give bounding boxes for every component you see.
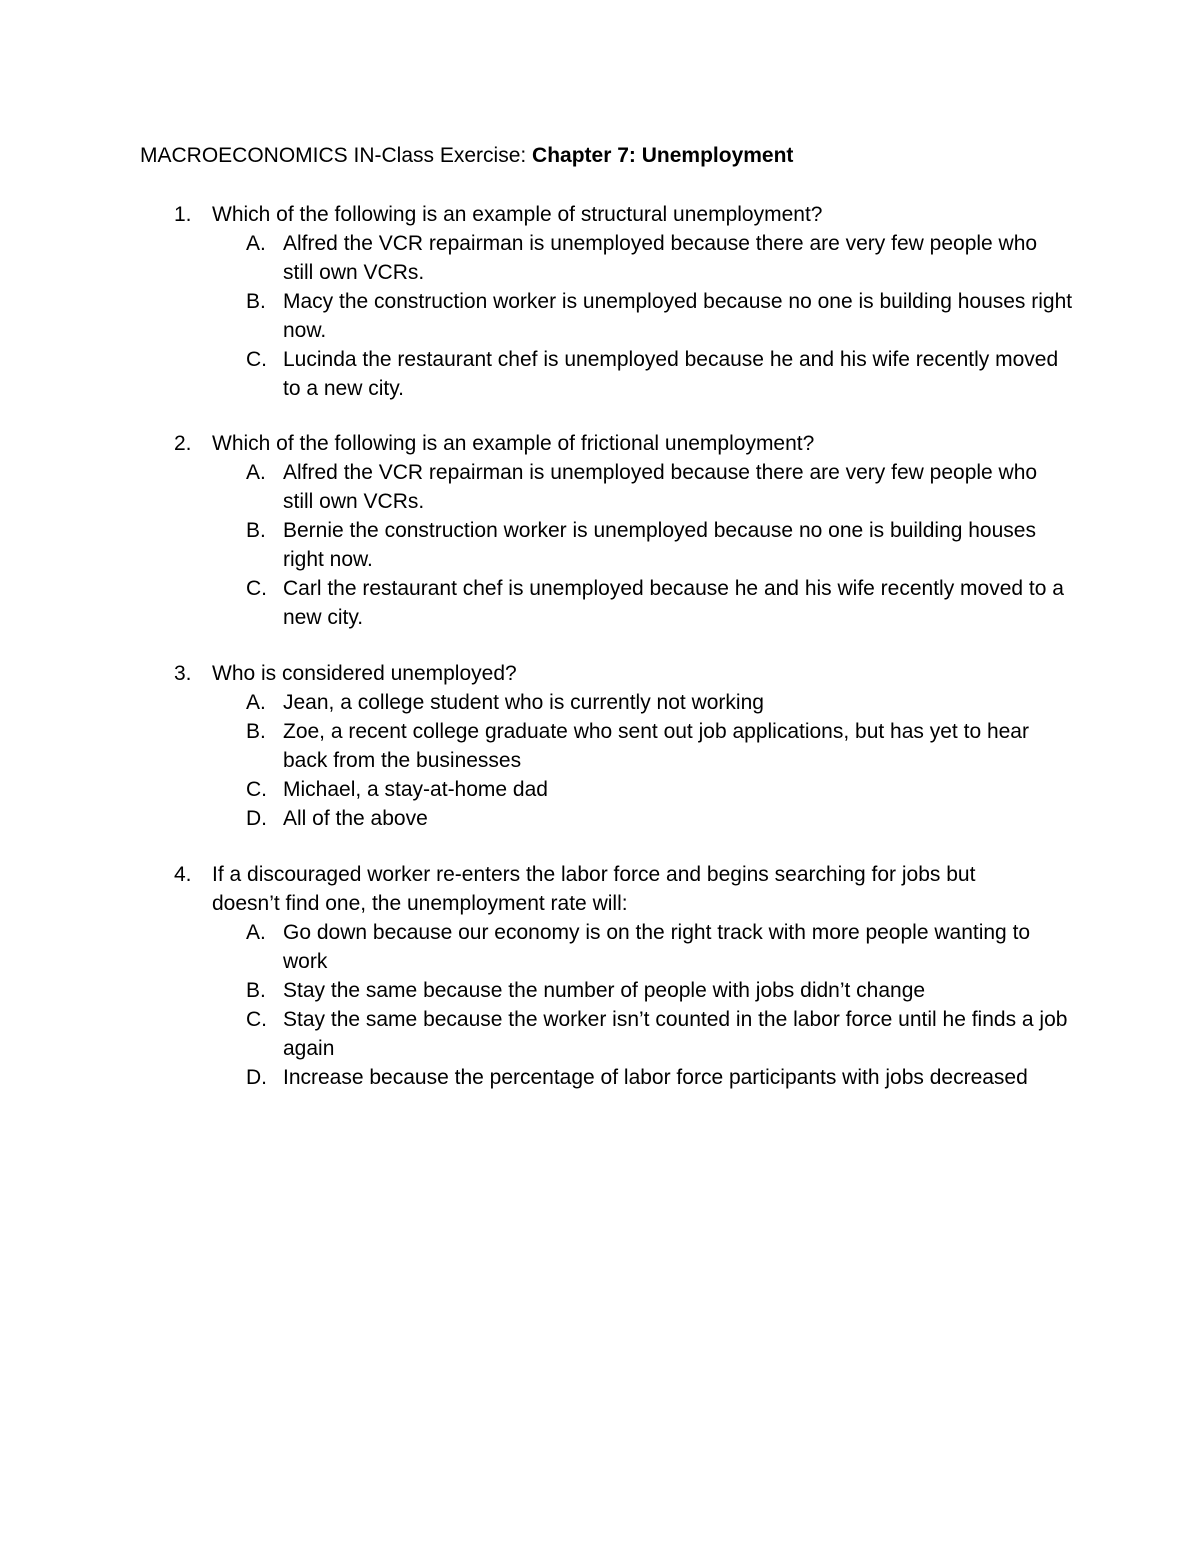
question-2-option-a	[0, 458, 1200, 516]
question-number: 2.	[174, 432, 192, 455]
option-text: Alfred the VCR repairman is unemployed because there are very few people who still own VCRs.	[283, 232, 1038, 284]
option-letter: B.	[246, 979, 266, 1002]
question-3-stem	[0, 659, 1200, 688]
question-1-stem	[0, 200, 1200, 229]
question-4-option-b	[0, 976, 1200, 1005]
title-chapter: Chapter 7: Unemployment	[532, 144, 794, 167]
question-2-option-c	[0, 574, 1200, 632]
question-4-option-d	[0, 1063, 1200, 1092]
document-title	[140, 142, 793, 170]
question-text: Who is considered unemployed?	[212, 662, 517, 685]
question-text-line-2: doesn’t find one, the unemployment rate will:	[212, 892, 628, 915]
option-letter: B.	[246, 290, 266, 313]
question-1	[0, 200, 1200, 403]
question-2-stem	[0, 429, 1200, 458]
question-3	[0, 659, 1200, 833]
question-number: 4.	[174, 863, 192, 886]
option-letter: A.	[246, 461, 266, 484]
option-text: Go down because our economy is on the right track with more people wanting to work	[283, 921, 1031, 973]
question-1-option-c	[0, 345, 1200, 403]
option-text: Bernie the construction worker is unemployed because no one is building houses right now.	[283, 519, 1036, 571]
option-letter: C.	[246, 577, 267, 600]
option-text: Zoe, a recent college graduate who sent out job applications, but has yet to hear back from the businesses	[283, 720, 1029, 772]
option-text: Lucinda the restaurant chef is unemployed because he and his wife recently moved to a new city.	[283, 348, 1059, 400]
question-3-option-a	[0, 688, 1200, 717]
question-3-option-d	[0, 804, 1200, 833]
question-4-stem	[0, 860, 1200, 889]
question-4	[0, 860, 1200, 1092]
option-letter: C.	[246, 1008, 267, 1031]
option-letter: B.	[246, 720, 266, 743]
option-text: Alfred the VCR repairman is unemployed because there are very few people who still own VCRs.	[283, 461, 1038, 513]
option-letter: A.	[246, 691, 266, 714]
option-text: Michael, a stay-at-home dad	[283, 778, 548, 801]
question-number: 3.	[174, 662, 192, 685]
option-text: Stay the same because the number of people with jobs didn’t change	[283, 979, 926, 1002]
question-1-option-a	[0, 229, 1200, 287]
question-4-stem-continued	[0, 889, 1200, 918]
option-letter: C.	[246, 778, 267, 801]
option-text: Stay the same because the worker isn’t counted in the labor force until he finds a job again	[283, 1008, 1068, 1060]
question-2-option-b	[0, 516, 1200, 574]
option-letter: C.	[246, 348, 267, 371]
option-text: Macy the construction worker is unemployed because no one is building houses right now.	[283, 290, 1073, 342]
question-text: Which of the following is an example of frictional unemployment?	[212, 432, 815, 455]
question-3-option-b	[0, 717, 1200, 775]
option-letter: B.	[246, 519, 266, 542]
question-3-option-c	[0, 775, 1200, 804]
question-number: 1.	[174, 203, 192, 226]
option-text: Increase because the percentage of labor force participants with jobs decreased	[283, 1066, 1028, 1089]
option-letter: A.	[246, 921, 266, 944]
option-text: All of the above	[283, 807, 428, 830]
option-text: Jean, a college student who is currently not working	[283, 691, 764, 714]
option-letter: A.	[246, 232, 266, 255]
question-4-option-a	[0, 918, 1200, 976]
question-2	[0, 429, 1200, 632]
option-letter: D.	[246, 807, 267, 830]
question-1-option-b	[0, 287, 1200, 345]
question-4-option-c	[0, 1005, 1200, 1063]
option-letter: D.	[246, 1066, 267, 1089]
option-text: Carl the restaurant chef is unemployed because he and his wife recently moved to a new city.	[283, 577, 1064, 629]
question-text-line-1: If a discouraged worker re-enters the labor force and begins searching for jobs but	[212, 863, 976, 886]
title-prefix: MACROECONOMICS IN-Class Exercise:	[140, 144, 533, 167]
question-text: Which of the following is an example of structural unemployment?	[212, 203, 823, 226]
